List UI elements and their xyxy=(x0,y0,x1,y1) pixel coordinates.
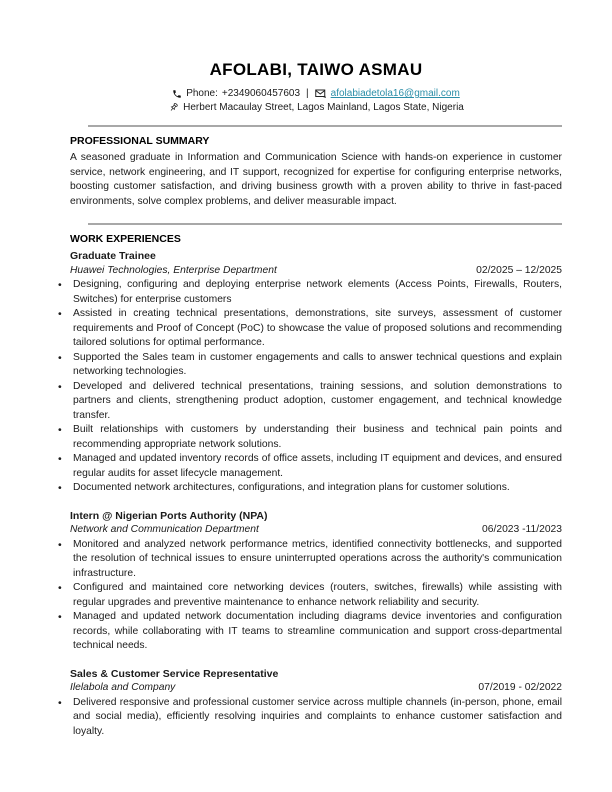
job-entry-huawei xyxy=(70,249,562,496)
envelope-icon xyxy=(315,89,327,99)
job-bullet: • Supported the Sales team in customer engagements and calls to answer technical questions and explain networking technologies. xyxy=(56,351,562,380)
job-bullet: • Documented network architectures, configurations, and integration plans for customer solutions. xyxy=(56,481,562,496)
candidate-name: AFOLABI, TAIWO ASMAU xyxy=(209,60,423,79)
phone-number: +2349060457603 xyxy=(221,88,301,99)
contact-line-1 xyxy=(70,88,562,99)
job-bullet: • Configured and maintained core networking devices (routers, switches, firewalls) while assisting with regular upgrades and preventive maintenance to enhance network reliability and security. xyxy=(56,581,562,610)
job-organization: Huawei Technologies, Enterprise Department xyxy=(70,264,277,276)
email-link[interactable]: afolabiadetola16@gmail.com xyxy=(330,88,460,99)
job-bullet: • Monitored and analyzed network performance metrics, identified connectivity bottlenecks, and supported the resolution of technical issues to ensure uninterrupted operations across the authority's communication infrastructure. xyxy=(56,538,562,582)
job-organization: Ilelabola and Company xyxy=(70,682,176,693)
job-dates: 06/2023 -11/2023 xyxy=(482,524,562,535)
phone-label: Phone: xyxy=(186,88,218,99)
contact-line-2 xyxy=(70,102,562,113)
job-organization: Network and Communication Department xyxy=(70,524,259,535)
resume-content xyxy=(70,60,562,739)
job-subtitle-row xyxy=(70,523,562,538)
job-title: Graduate Trainee xyxy=(70,250,156,262)
section-divider xyxy=(88,125,562,127)
job-bullet: • Managed and updated inventory records of office assets, including IT equipment and devices, and ensured regular audits for asset lifecycle management. xyxy=(56,452,562,481)
job-title: Intern @ Nigerian Ports Authority (NPA) xyxy=(70,509,268,522)
section-divider xyxy=(88,223,562,225)
experience-heading: WORK EXPERIENCES xyxy=(70,233,181,245)
contact-separator: | xyxy=(306,88,309,99)
job-bullet: • Built relationships with customers by understanding their business and technical pain points and recommending appropriate network solutions. xyxy=(56,423,562,452)
pushpin-icon xyxy=(168,102,179,113)
job-entry-ilelabola xyxy=(70,667,562,740)
job-title: Sales & Customer Service Representative xyxy=(70,667,279,680)
job-bullet: • Managed and updated network documentation including diagrams device inventories and configuration records, while collaborating with IT teams to streamline communication and support cross-departmental technical needs. xyxy=(56,610,562,654)
address-text: Herbert Macaulay Street, Lagos Mainland, Lagos State, Nigeria xyxy=(183,102,464,113)
job-subtitle-row xyxy=(70,681,562,696)
job-bullet-list xyxy=(56,538,562,654)
job-subtitle-row xyxy=(70,264,562,279)
job-bullet: • Delivered responsive and professional customer service across multiple channels (in-person, phone, email and social media), efficiently resolving inquiries and complaints to enhance customer satisfaction and loyalty. xyxy=(56,696,562,740)
summary-paragraph: A seasoned graduate in Information and Communication Science with hands-on experience in customer service, network engineering, and IT support, recognized for expertise for configuring enterprise networks, boosting customer satisfaction, and driving business growth with a proven ability to thrive in fast-paced environments, solve complex problems, and deliver measurable impact. xyxy=(70,152,562,207)
job-dates: 07/2019 - 02/2022 xyxy=(478,682,562,693)
job-bullet-list xyxy=(56,278,562,496)
job-bullet: • Assisted in creating technical presentations, demonstrations, site surveys, assessment of customer requirements and Proof of Concept (PoC) to showcase the value of proposed solutions and recommending tailored solutions for optimal performance. xyxy=(56,307,562,351)
job-bullet-list xyxy=(56,696,562,740)
phone-icon xyxy=(172,89,182,99)
summary-heading: PROFESSIONAL SUMMARY xyxy=(70,135,210,147)
job-bullet: • Designing, configuring and deploying enterprise network elements (Access Points, Firewalls, Routers, Switches) for enterprise customers xyxy=(56,278,562,307)
job-bullet: • Developed and delivered technical presentations, training sessions, and solution demonstrations to partners and clients, strengthening product adoption, customer engagement, and technical knowledge transfer. xyxy=(56,380,562,424)
job-dates: 02/2025 – 12/2025 xyxy=(476,264,562,276)
job-entry-npa xyxy=(70,509,562,654)
